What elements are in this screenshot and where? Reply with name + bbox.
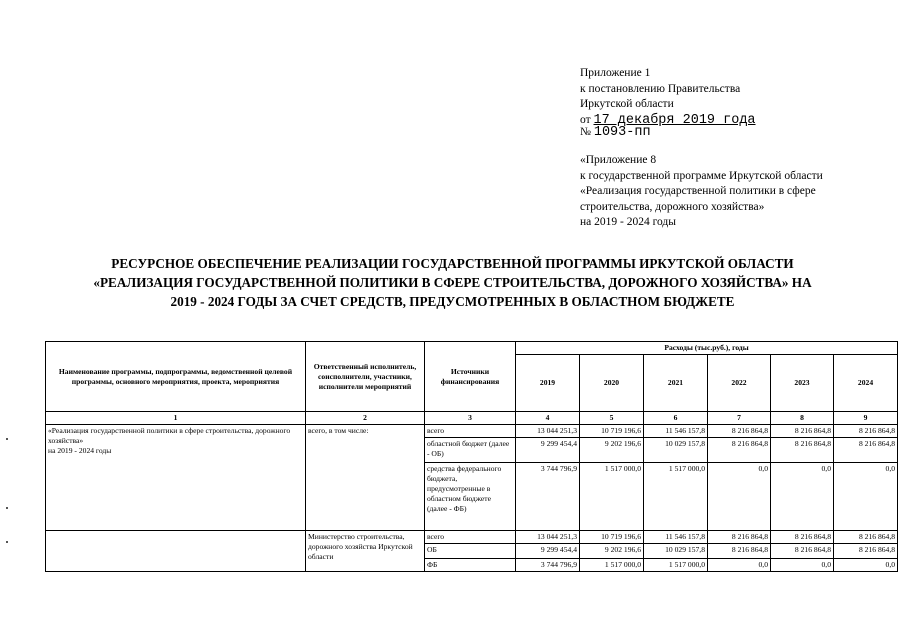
source-cell: средства федерального бюджета, предусмотренные в областном бюджете (далее - ФБ) bbox=[425, 463, 516, 531]
value-cell: 8 216 864,8 bbox=[834, 544, 898, 559]
value-cell: 11 546 157,8 bbox=[644, 425, 708, 438]
title-line: РЕСУРСНОЕ ОБЕСПЕЧЕНИЕ РЕАЛИЗАЦИИ ГОСУДАРСТВЕННОЙ ПРОГРАММЫ ИРКУТСКОЙ ОБЛАСТИ bbox=[111, 256, 794, 271]
source-cell: всего bbox=[425, 531, 516, 544]
value-cell: 1 517 000,0 bbox=[580, 463, 644, 531]
column-number: 1 bbox=[46, 412, 306, 425]
header-year: 2023 bbox=[771, 355, 834, 412]
date-value: 17 декабря 2019 года bbox=[593, 112, 756, 128]
value-cell: 0,0 bbox=[771, 559, 834, 572]
value-cell: 8 216 864,8 bbox=[771, 438, 834, 463]
column-number: 7 bbox=[708, 412, 771, 425]
number-prefix: № bbox=[580, 126, 591, 139]
program-years: на 2019 - 2024 годы bbox=[48, 446, 112, 455]
title-line: 2019 - 2024 ГОДЫ ЗА СЧЕТ СРЕДСТВ, ПРЕДУСМОТРЕННЫХ В ОБЛАСТНОМ БЮДЖЕТЕ bbox=[170, 294, 735, 309]
program-name-cell bbox=[46, 531, 306, 572]
table-row bbox=[46, 531, 898, 544]
program-name-cell bbox=[46, 425, 306, 531]
header-source: Источники финансирования bbox=[425, 342, 516, 412]
title-line: «РЕАЛИЗАЦИЯ ГОСУДАРСТВЕННОЙ ПОЛИТИКИ В СФЕРЕ СТРОИТЕЛЬСТВА, ДОРОЖНОГО ХОЗЯЙСТВА» НА bbox=[93, 275, 812, 290]
approval-block bbox=[580, 66, 890, 231]
header-year: 2020 bbox=[580, 355, 644, 412]
source-cell: ФБ bbox=[425, 559, 516, 572]
value-cell: 0,0 bbox=[708, 463, 771, 531]
header-expenses: Расходы (тыс.руб.), годы bbox=[516, 342, 898, 355]
value-cell: 8 216 864,8 bbox=[771, 531, 834, 544]
annex-line: на 2019 - 2024 годы bbox=[580, 216, 677, 229]
value-cell: 10 029 157,8 bbox=[644, 544, 708, 559]
value-cell: 13 044 251,3 bbox=[516, 531, 580, 544]
header-year: 2021 bbox=[644, 355, 708, 412]
value-cell: 0,0 bbox=[708, 559, 771, 572]
margin-dot bbox=[6, 438, 8, 440]
program-name: «Реализация государственной политики в сфере строительства, дорожного хозяйства» bbox=[48, 426, 291, 445]
number-value: 1093-пп bbox=[593, 125, 651, 141]
document-title bbox=[40, 254, 865, 311]
value-cell: 10 719 196,6 bbox=[580, 531, 644, 544]
date-prefix: от bbox=[580, 113, 591, 126]
source-cell: областной бюджет (далее - ОБ) bbox=[425, 438, 516, 463]
value-cell: 8 216 864,8 bbox=[708, 531, 771, 544]
value-cell: 3 744 796,9 bbox=[516, 463, 580, 531]
column-number-row bbox=[46, 412, 898, 425]
annex-line: «Реализация государственной политики в сфере bbox=[580, 185, 816, 198]
value-cell: 9 202 196,6 bbox=[580, 438, 644, 463]
value-cell: 8 216 864,8 bbox=[834, 425, 898, 438]
value-cell: 0,0 bbox=[771, 463, 834, 531]
column-number: 6 bbox=[644, 412, 708, 425]
value-cell: 8 216 864,8 bbox=[771, 544, 834, 559]
table-row bbox=[46, 425, 898, 438]
annex-line: к государственной программе Иркутской области bbox=[580, 169, 823, 182]
header-year: 2024 bbox=[834, 355, 898, 412]
annex-line: строительства, дорожного хозяйства» bbox=[580, 200, 765, 213]
margin-dot bbox=[6, 507, 8, 509]
value-cell: 1 517 000,0 bbox=[644, 463, 708, 531]
value-cell: 8 216 864,8 bbox=[771, 425, 834, 438]
value-cell: 10 029 157,8 bbox=[644, 438, 708, 463]
header-year: 2019 bbox=[516, 355, 580, 412]
executor-cell: Министерство строительства, дорожного хозяйства Иркутской области bbox=[306, 531, 425, 572]
value-cell: 8 216 864,8 bbox=[708, 438, 771, 463]
column-number: 3 bbox=[425, 412, 516, 425]
value-cell: 8 216 864,8 bbox=[708, 544, 771, 559]
value-cell: 8 216 864,8 bbox=[708, 425, 771, 438]
column-number: 4 bbox=[516, 412, 580, 425]
value-cell: 9 202 196,6 bbox=[580, 544, 644, 559]
approval-line: к постановлению Правительства bbox=[580, 82, 741, 95]
executor-cell: всего, в том числе: bbox=[306, 425, 425, 531]
value-cell: 0,0 bbox=[834, 463, 898, 531]
value-cell: 11 546 157,8 bbox=[644, 531, 708, 544]
column-number: 8 bbox=[771, 412, 834, 425]
approval-line: Иркутской области bbox=[580, 98, 674, 111]
value-cell: 1 517 000,0 bbox=[580, 559, 644, 572]
source-cell: ОБ bbox=[425, 544, 516, 559]
column-number: 9 bbox=[834, 412, 898, 425]
header-year: 2022 bbox=[708, 355, 771, 412]
approval-line: Приложение 1 bbox=[580, 67, 651, 79]
value-cell: 8 216 864,8 bbox=[834, 531, 898, 544]
margin-dot bbox=[6, 541, 8, 543]
column-number: 5 bbox=[580, 412, 644, 425]
value-cell: 9 299 454,4 bbox=[516, 438, 580, 463]
annex-line: «Приложение 8 bbox=[580, 153, 657, 166]
header-executor: Ответственный исполнитель, соисполнители, участники, исполнители мероприятий bbox=[306, 342, 425, 412]
header-name: Наименование программы, подпрограммы, ведомственной целевой программы, основного мероприятия, проекта, мероприятия bbox=[46, 342, 306, 412]
value-cell: 0,0 bbox=[834, 559, 898, 572]
budget-table bbox=[45, 341, 898, 572]
value-cell: 10 719 196,6 bbox=[580, 425, 644, 438]
value-cell: 3 744 796,9 bbox=[516, 559, 580, 572]
value-cell: 1 517 000,0 bbox=[644, 559, 708, 572]
value-cell: 13 044 251,3 bbox=[516, 425, 580, 438]
source-cell: всего bbox=[425, 425, 516, 438]
column-number: 2 bbox=[306, 412, 425, 425]
value-cell: 8 216 864,8 bbox=[834, 438, 898, 463]
value-cell: 9 299 454,4 bbox=[516, 544, 580, 559]
